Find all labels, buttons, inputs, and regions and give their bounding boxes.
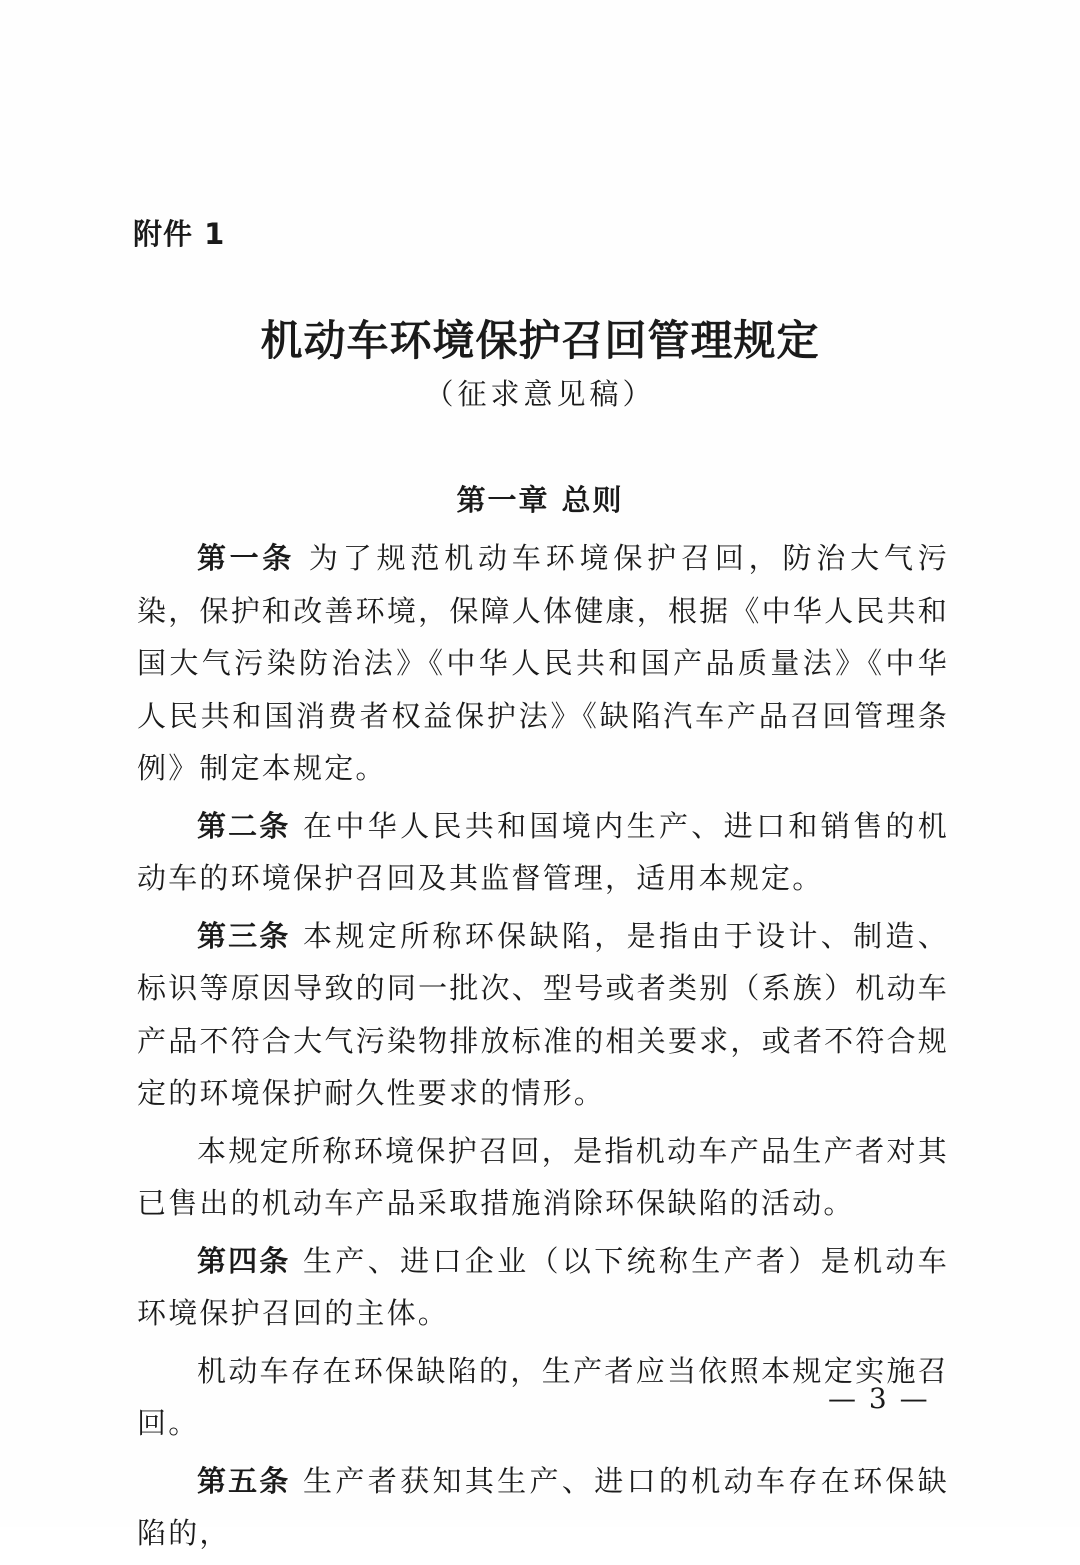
attachment-label: 附件 1 [133, 217, 226, 251]
article-number: 第一条 [197, 541, 295, 575]
paragraph-text: 本规定所称环境保护召回，是指机动车产品生产者对其已售出的机动车产品采取措施消除环保缺陷的活动。 [137, 1133, 949, 1220]
page-number: — 3 — [828, 1382, 930, 1415]
paragraph [137, 910, 949, 1120]
document-title: 机动车环境保护召回管理规定 [260, 316, 820, 365]
paragraph-text: 为了规范机动车环境保护召回，防治大气污染，保护和改善环境，保障人体健康，根据《中华人民共和国大气污染防治法》《中华人民共和国产品质量法》《中华人民共和国消费者权益保护法》《缺陷汽车产品召回管理条例》制定本规定。 [137, 541, 949, 785]
document-subtitle: （征求意见稿） [424, 377, 656, 411]
chapter-heading: 第一章 总则 [456, 483, 624, 517]
paragraph [137, 1125, 949, 1230]
article-number: 第四条 [197, 1243, 291, 1278]
paragraph [137, 532, 949, 795]
paragraph-text: 在中华人民共和国境内生产、进口和销售的机动车的环境保护召回及其监督管理，适用本规定。 [137, 808, 949, 895]
paragraph-text: 本规定所称环保缺陷，是指由于设计、制造、标识等原因导致的同一批次、型号或者类别（系族）机动车产品不符合大气污染物排放标准的相关要求，或者不符合规定的环境保护耐久性要求的情形。 [137, 918, 949, 1110]
article-number: 第五条 [197, 1463, 291, 1498]
paragraph [137, 800, 949, 905]
paragraph-text: 机动车存在环保缺陷的，生产者应当依照本规定实施召回。 [137, 1353, 949, 1440]
paragraph-text: 生产者获知其生产、进口的机动车存在环保缺陷的， [137, 1463, 949, 1550]
paragraph-text: 生产、进口企业（以下统称生产者）是机动车环境保护召回的主体。 [137, 1243, 949, 1330]
article-number: 第二条 [197, 808, 291, 843]
article-number: 第三条 [197, 918, 291, 953]
paragraph [137, 1455, 949, 1560]
paragraph [137, 1235, 949, 1340]
